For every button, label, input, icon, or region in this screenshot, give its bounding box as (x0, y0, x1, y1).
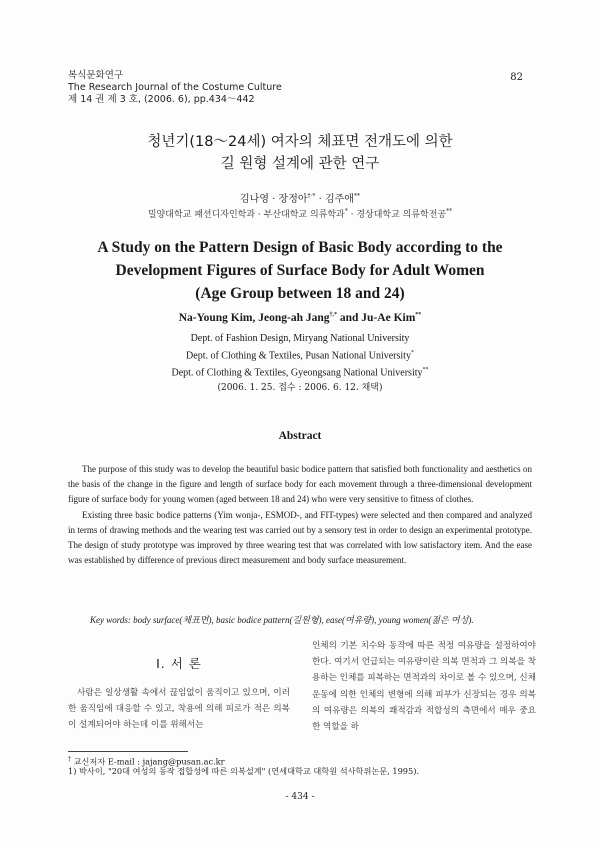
footnote-divider (68, 751, 188, 752)
english-title-line-3: (Age Group between 18 and 24) (195, 285, 405, 302)
korean-affiliation-text: 밀양대학교 패션디자인학과 · 부산대학교 의류학과 (147, 210, 345, 220)
abstract-body (68, 462, 532, 568)
corner-page-number: 82 (510, 72, 523, 83)
author-mark: ** (353, 192, 360, 200)
english-affiliations (0, 331, 600, 396)
abstract-paragraph-1: The purpose of this study was to develop the beautiful basic bodice pattern that satisfied both functionality and aesthetics on the basis of the change in the figure and length of surface body for each movement through a three-dimensional development figure of surface body for young women (aged between 18 and 24) who were very sensitive to fitness of clothes. (68, 464, 532, 505)
body-right-column: 인체의 기본 치수와 동작에 따른 적정 여유량을 설정하여야 한다. 여기서 언급되는 여유량이란 의복 면적과 그 의복을 착용하는 인체를 피복하는 면적과의 차이로 볼 수 있으며, 신체 운동에 의한 인체의 변형에 의해 피부가 신장되는 경우 의복의 여유량은 의복의 쾌적감과 적합성의 측면에서 매우 중요한 역할을 하 (312, 641, 536, 733)
affiliation-line-2: Dept. of Clothing & Textiles, Pusan National University* (186, 350, 414, 362)
english-title-line-2: Development Figures of Surface Body for Adult Women (115, 262, 485, 279)
korean-author-names: 김나영 · 장정아 (240, 194, 308, 205)
korean-affiliations (0, 207, 600, 220)
english-title-line-1: A Study on the Pattern Design of Basic Body according to the (97, 239, 503, 256)
body-paragraph: 사람은 일상생활 속에서 끊임없이 움직이고 있으며, 이러한 움직임에 대응할 수 있고, 착용에 의해 피로가 적은 의복이 설계되어야 하는데 이를 위해서는 (68, 688, 290, 731)
english-author-third: and Ju-Ae Kim (337, 312, 416, 324)
footnote-reference-1: 1) 박사이, "20대 여성의 동작 접합성에 따른 의복설계" (연세대학교 대학원 석사학위논문, 1995). (68, 766, 420, 776)
author-mark: †,* (329, 312, 338, 319)
journal-header (68, 70, 282, 106)
page-number: - 434 - (285, 792, 315, 802)
affiliation-mark: ** (446, 208, 453, 215)
affiliation-mark: * (344, 208, 348, 215)
dagger-mark: † (68, 756, 71, 763)
body-left-column (68, 685, 290, 734)
received-accepted-dates: (2006. 1. 25. 접수 : 2006. 6. 12. 채택) (217, 382, 383, 393)
journal-title-english: The Research Journal of the Costume Culture (68, 82, 282, 93)
section-heading-introduction: Ⅰ. 서 론 (156, 656, 202, 671)
korean-title-line-2: 길 원형 설계에 관한 연구 (220, 156, 380, 172)
journal-issue: 제 14 권 제 3 호, (2006. 6), pp.434～442 (68, 94, 255, 105)
author-mark: ** (415, 312, 422, 319)
korean-author-third: · 김주애 (315, 194, 354, 205)
english-title (40, 236, 560, 305)
corresponding-email: 교신저자 E-mail : jajang@pusan.ac.kr (73, 756, 225, 767)
journal-title-korean: 복식문화연구 (68, 70, 124, 81)
abstract-heading: Abstract (278, 430, 322, 442)
korean-affiliation-text-2: · 경상대학교 의류학전공 (347, 210, 447, 220)
keywords: Key words: body surface(체표면), basic bodice pattern(길원형), ease(여유량), young women(젊은 여성). (90, 615, 474, 625)
author-mark: †·* (307, 192, 316, 200)
abstract-paragraph-2: Existing three basic bodice patterns (Yim wonja-, ESMOD-, and FIT-types) were selected and then compared and analyzed in terms of drawing methods and the wearing test was carried out by a sensory test in order to design an experimental prototype. The design of study prototype was improved by three wearing test that was correlated with low satisfactory item. And the ease was established by difference of previous direct measurement and body surface measurement. (68, 509, 532, 566)
english-authors (0, 312, 600, 324)
korean-authors (0, 190, 600, 205)
affiliation-line-1: Dept. of Fashion Design, Miryang National University (190, 333, 410, 344)
english-author-names: Na-Young Kim, Jeong-ah Jang (178, 312, 330, 324)
korean-title-line-1: 청년기(18～24세) 여자의 체표면 전개도에 의한 (147, 134, 453, 150)
affiliation-line-3: Dept. of Clothing & Textiles, Gyeongsang National University** (171, 367, 429, 379)
korean-title (0, 131, 600, 175)
